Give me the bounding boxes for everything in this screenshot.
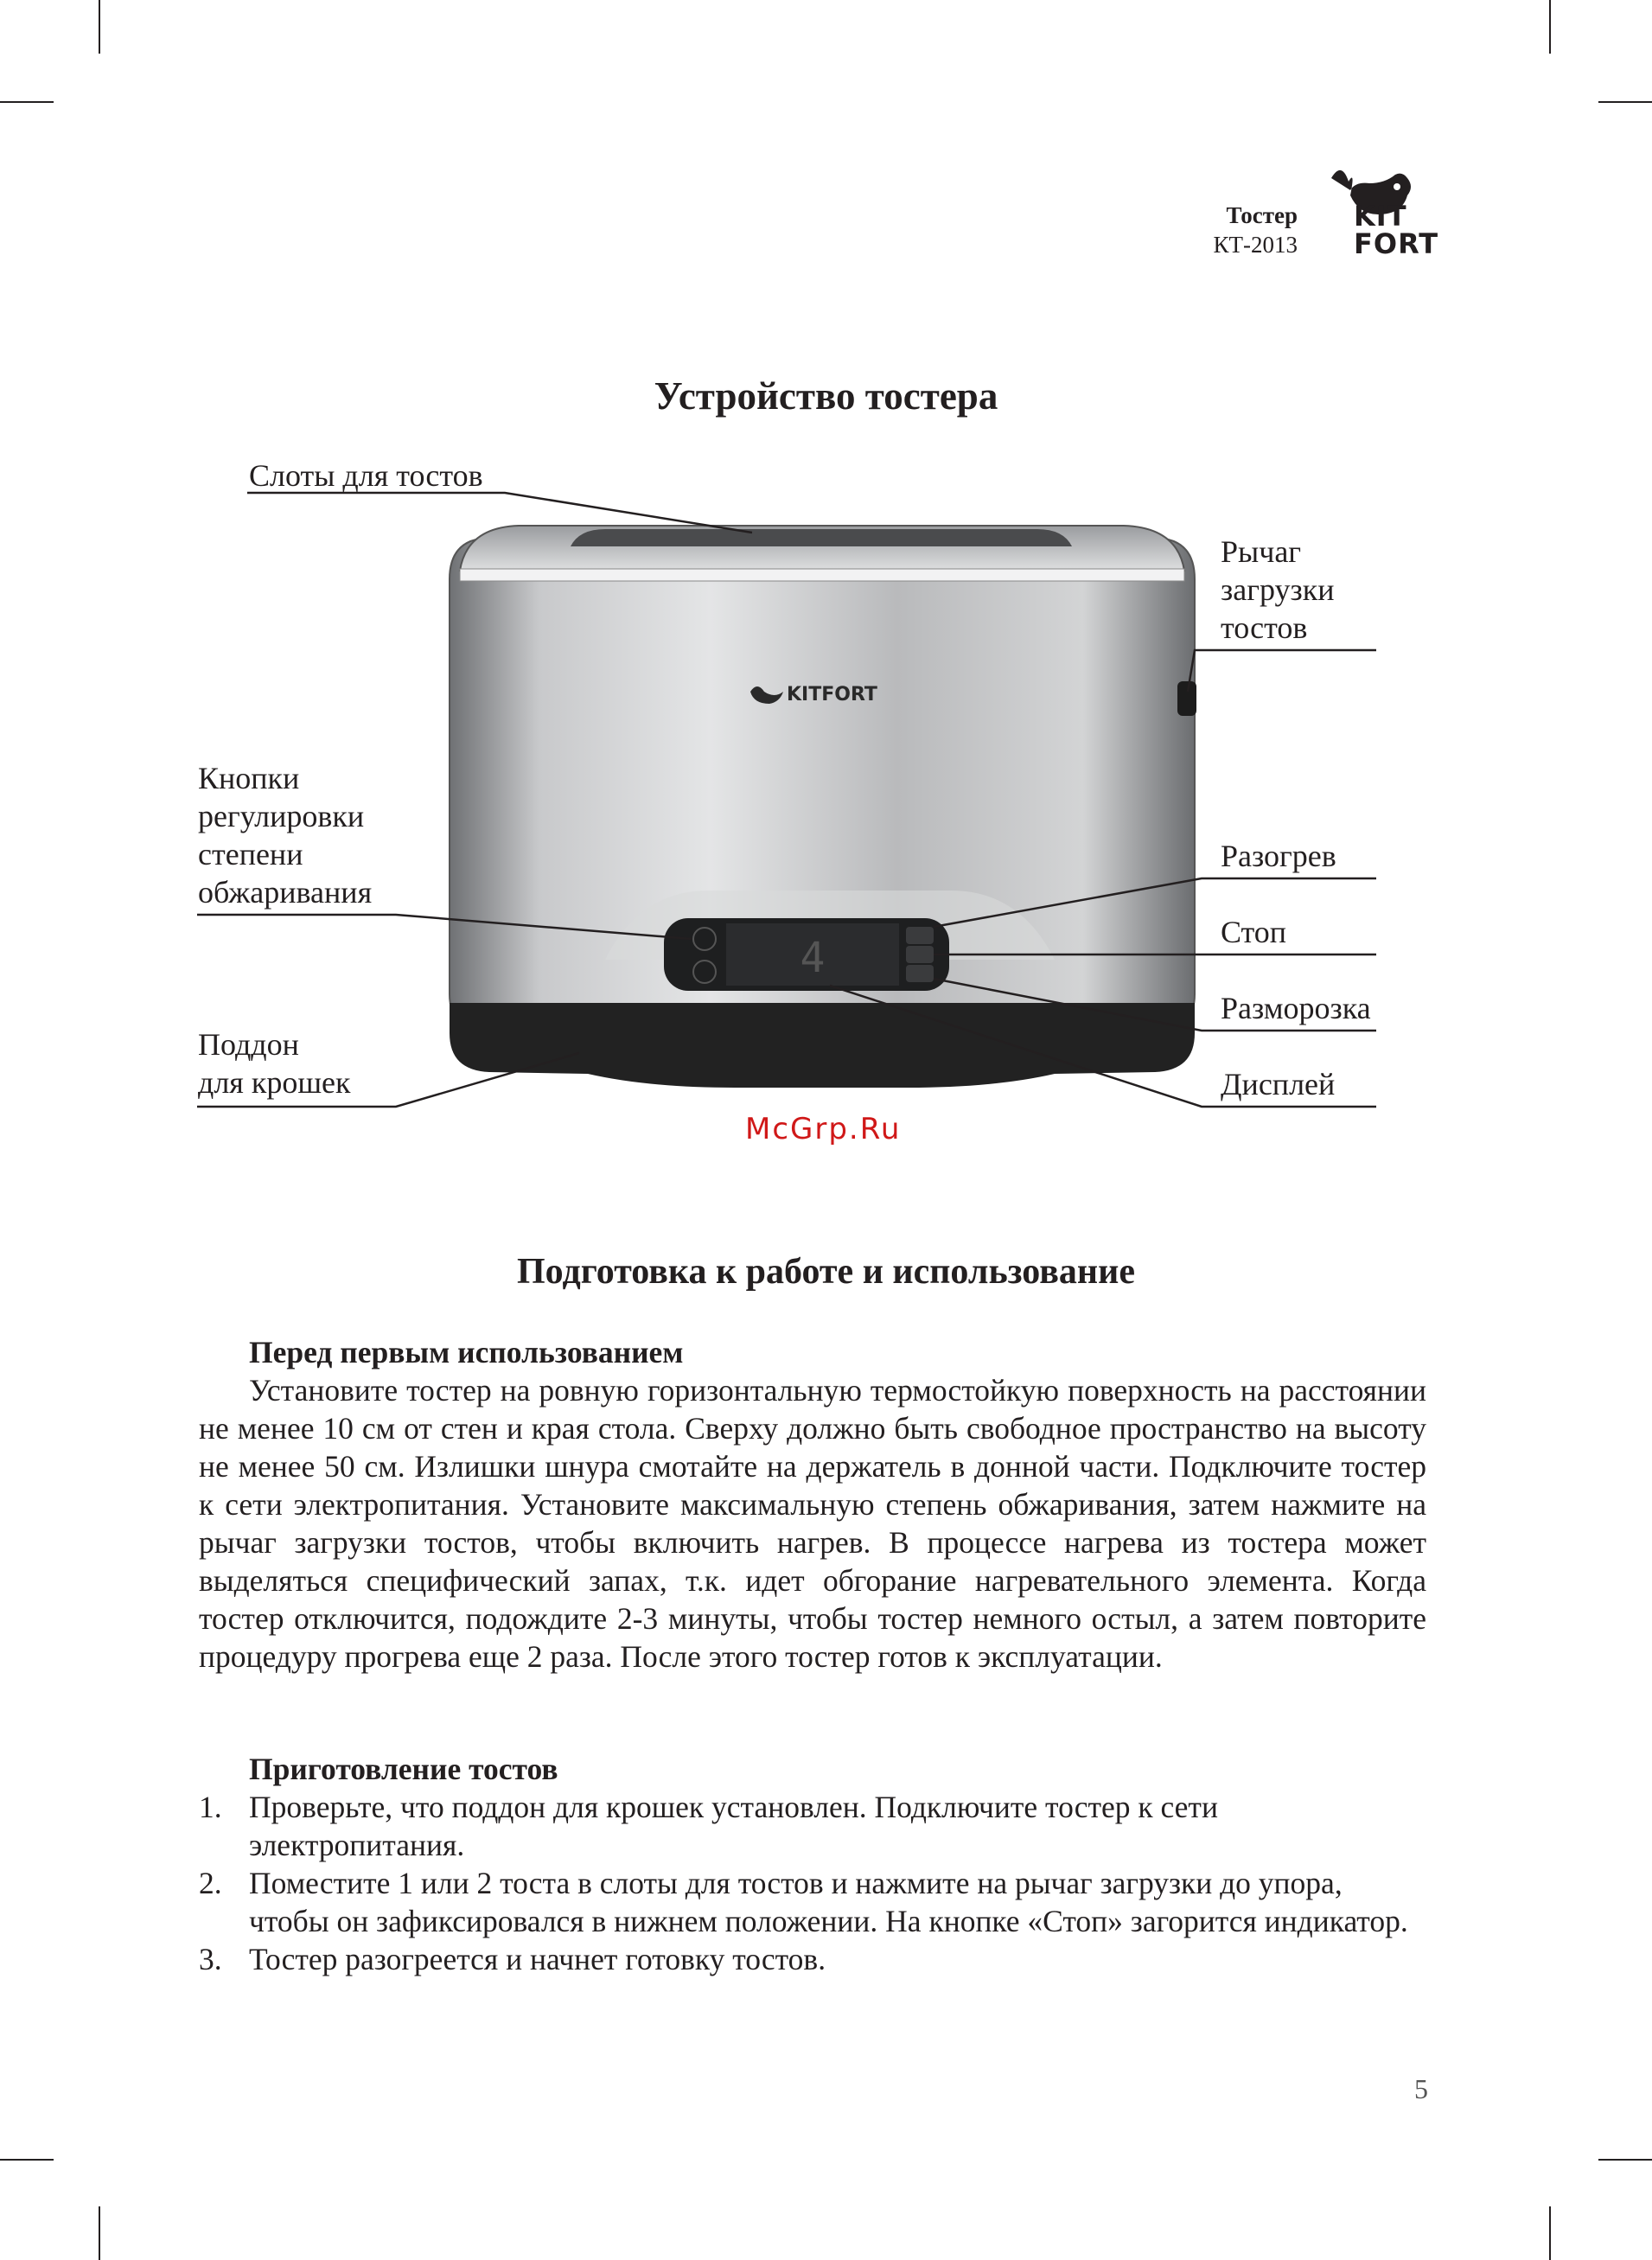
label-slots: Слоты для тостов	[249, 458, 483, 493]
crop-mark	[1549, 2206, 1551, 2260]
section-first-use-text: Установите тостер на ровную горизонтальную термостойкую поверхность на расстоянии не менее 10 см от стен и края стола. Сверху должно быть свободное пространство на высоту не менее 50 см. Излишки шнура смотайте на держатель в донной части. Подключите тостер к сети электропитания. Установите максимальную степень обжаривания, затем нажмите на рычаг загрузки тостов, чтобы включить нагрев. В процессе нагрева из тостера может выделяться специфический запах, т.к. идет обгорание нагревательного элемента. Когда тостер отключится, подождите 2-3 минуты, чтобы тостер немного остыл, а затем повторите процедуру прогрева еще 2 раза. После этого тостер готов к эксплуатации.	[199, 1373, 1426, 1674]
section-making-toast	[199, 1750, 1426, 1978]
display-digit: 4	[800, 934, 826, 982]
list-item	[199, 1788, 1426, 1864]
label-tray: Поддон для крошек	[198, 1027, 351, 1100]
crop-mark	[0, 2159, 54, 2161]
step-text: Поместите 1 или 2 тоста в слоты для тостов и нажмите на рычаг загрузки до упора, чтобы он зафиксировался в нижнем положении. На кнопке «Стоп» загорится индикатор.	[249, 1866, 1408, 1938]
defrost-button	[906, 965, 934, 982]
page-title-device: Устройство тостера	[654, 374, 998, 418]
toaster-slots	[571, 529, 1072, 546]
crop-mark	[1598, 2159, 1652, 2161]
list-item	[199, 1940, 1426, 1978]
toaster-brand: KITFORT	[787, 684, 877, 705]
label-lever: Рычаг загрузки тостов	[1221, 534, 1335, 645]
stop-button	[906, 946, 934, 963]
steps-list	[199, 1788, 1426, 1978]
header-product: Тостер	[1226, 202, 1298, 228]
section-first-use-heading: Перед первым использованием	[249, 1335, 684, 1369]
crumb-tray	[450, 1003, 1195, 1088]
label-defrost: Разморозка	[1221, 991, 1371, 1025]
crop-mark	[99, 2206, 100, 2260]
step-number: 3.	[199, 1942, 222, 1976]
section-first-use	[199, 1333, 1426, 1676]
step-text: Тостер разогреется и начнет готовку тостов.	[249, 1942, 826, 1976]
reheat-button	[906, 927, 934, 944]
page-title-usage: Подготовка к работе и использование	[517, 1252, 1135, 1292]
step-number: 1.	[199, 1790, 222, 1824]
page-number: 5	[1414, 2073, 1428, 2104]
step-number: 2.	[199, 1866, 222, 1900]
label-buttons: Кнопки регулировки степени обжаривания	[198, 761, 373, 910]
toaster-lever	[1177, 681, 1196, 716]
toaster-rim	[460, 569, 1184, 581]
brand-line-1: KIT	[1354, 200, 1407, 233]
list-item	[199, 1864, 1426, 1940]
step-text: Проверьте, что поддон для крошек установлен. Подключите тостер к сети электропитания.	[249, 1790, 1218, 1862]
watermark: McGrp.Ru	[745, 1112, 902, 1146]
section-making-toast-heading: Приготовление тостов	[249, 1752, 558, 1786]
brand-line-2: FORT	[1354, 227, 1439, 260]
label-reheat: Разогрев	[1221, 839, 1336, 873]
label-stop: Стоп	[1221, 915, 1287, 949]
header-model-number: КТ-2013	[1213, 232, 1298, 258]
label-display: Дисплей	[1221, 1067, 1336, 1101]
